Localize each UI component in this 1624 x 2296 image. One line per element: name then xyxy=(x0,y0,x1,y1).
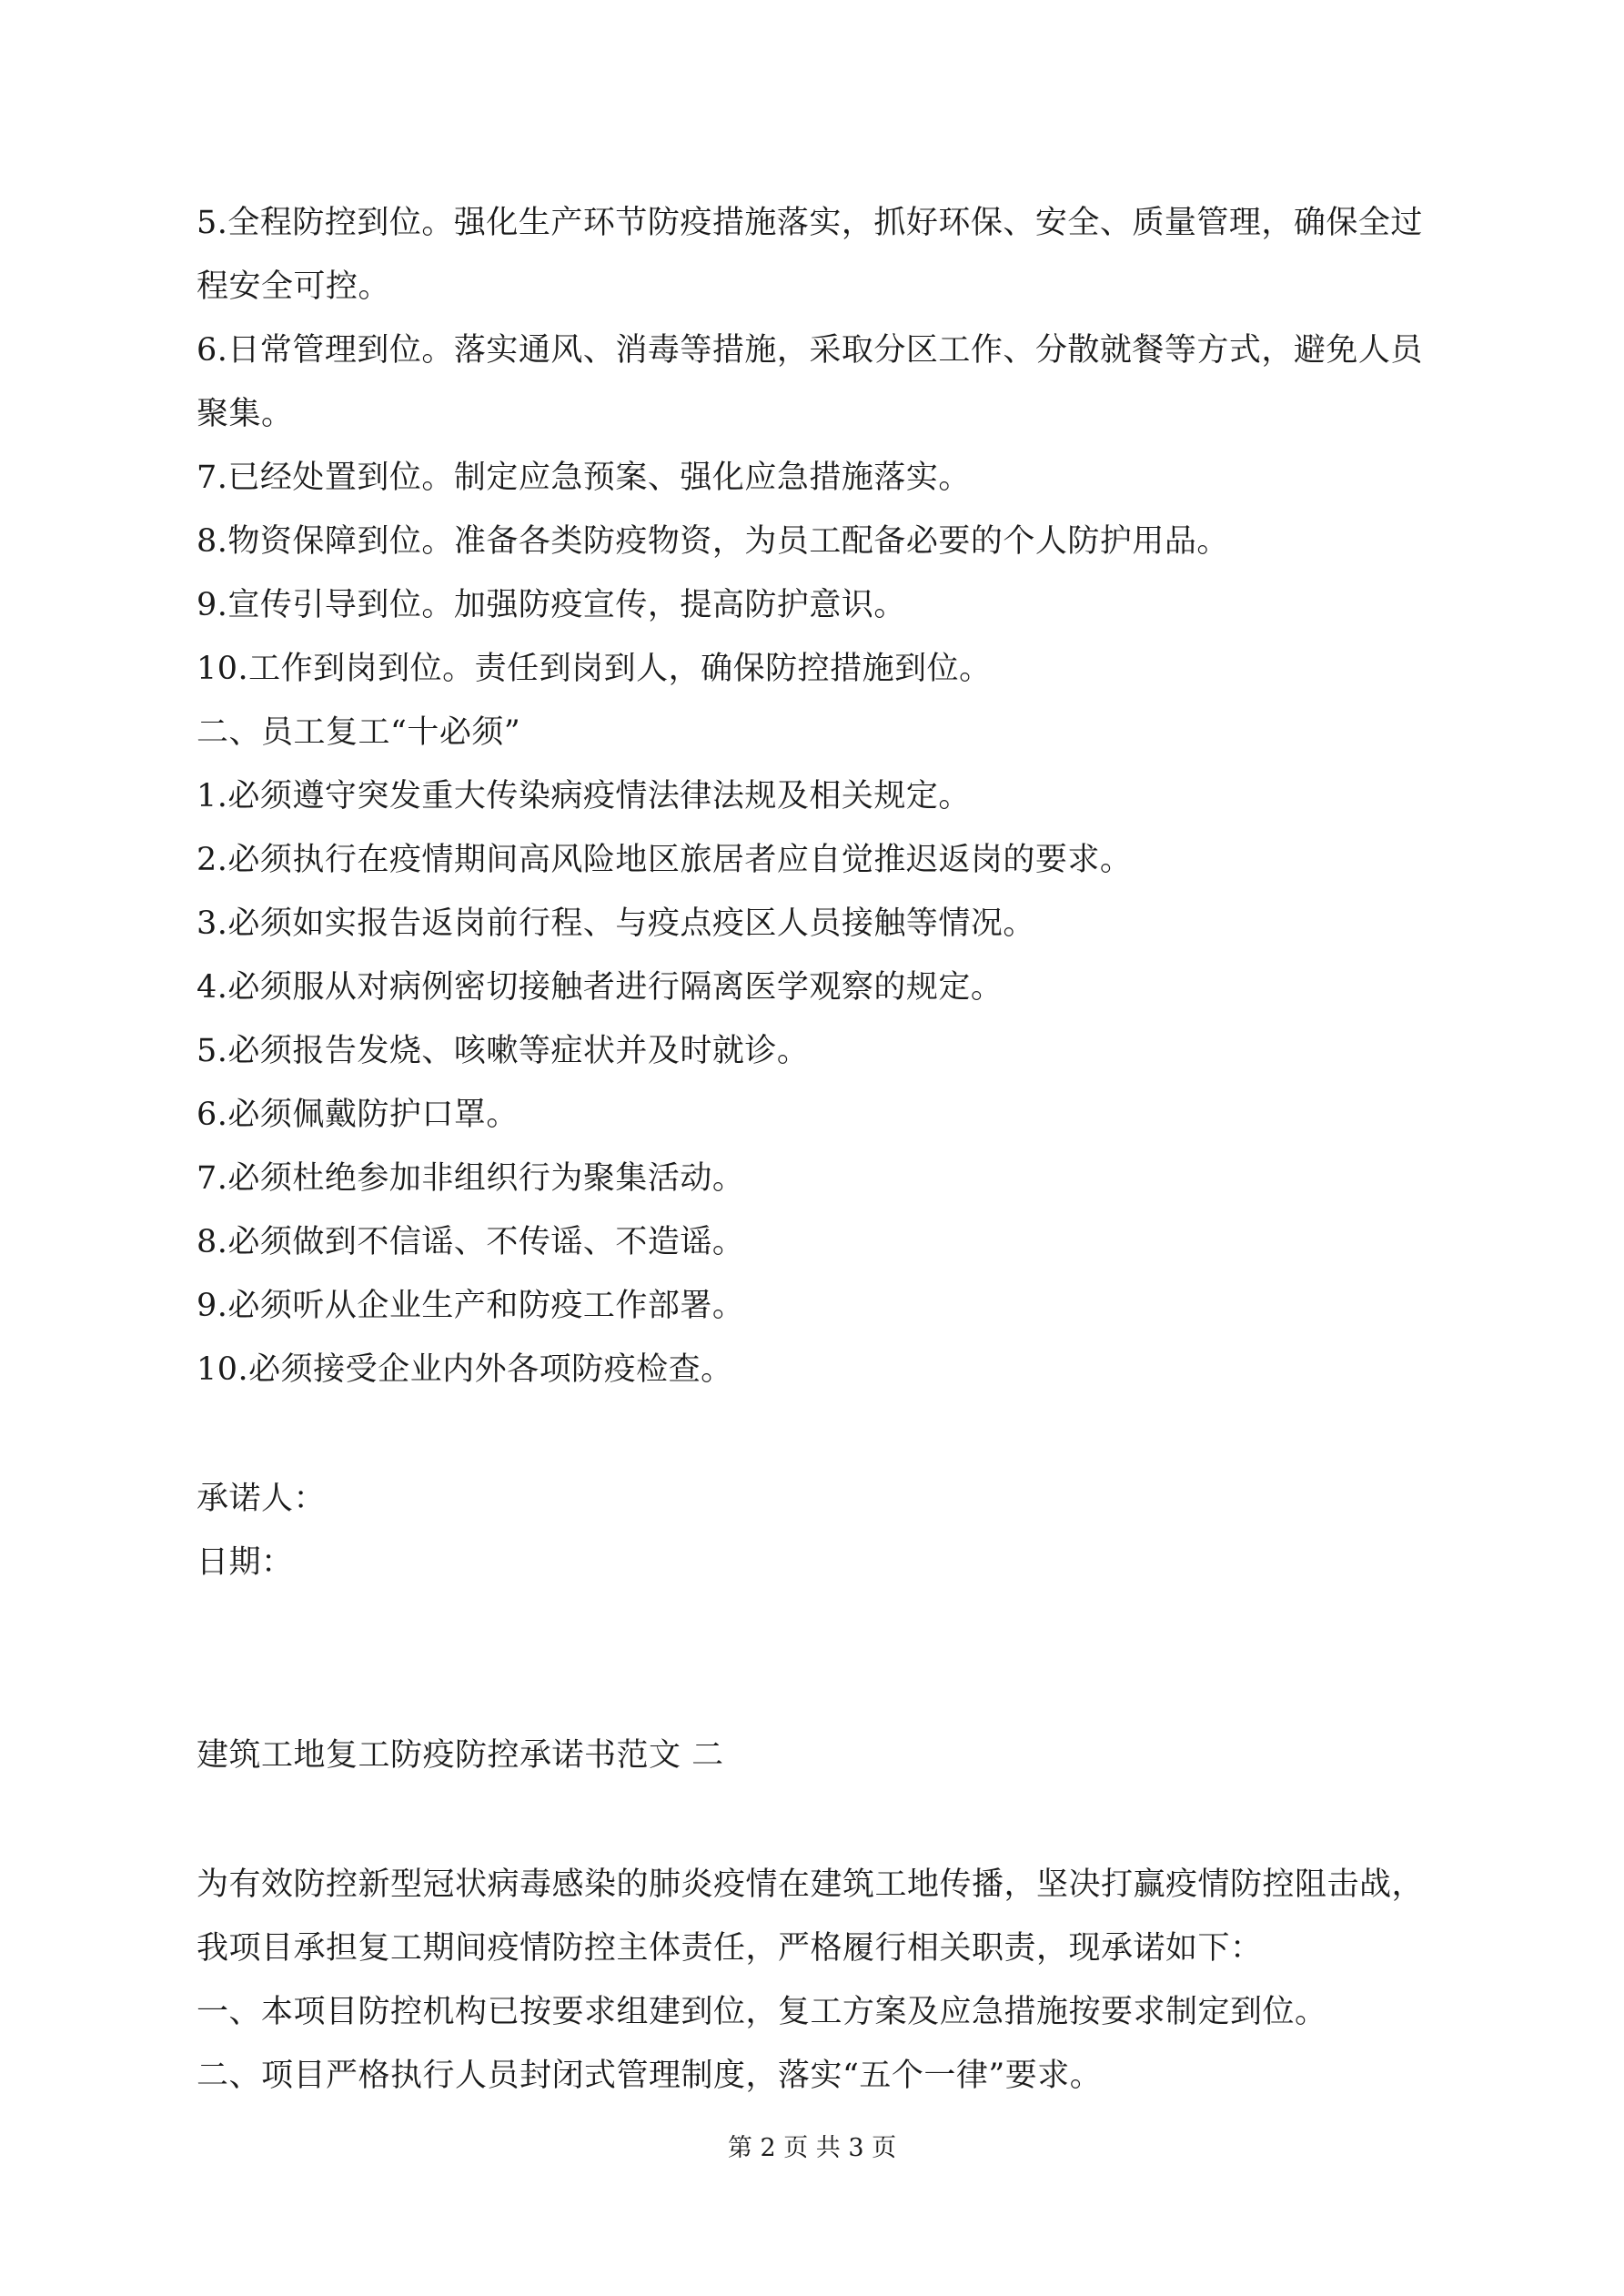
list-item: 8.必须做到不信谣、不传谣、不造谣。 xyxy=(197,1224,745,1260)
list-item: 1.必须遵守突发重大传染病疫情法律法规及相关规定。 xyxy=(197,778,971,814)
list-item-continuation: 聚集。 xyxy=(197,396,294,432)
spacer xyxy=(197,1401,1443,1467)
list-item: 5.全程防控到位。强化生产环节防疫措施落实，抓好环保、安全、质量管理，确保全过 xyxy=(197,205,1423,241)
list-item: 一、本项目防控机构已按要求组建到位，复工方案及应急措施按要求制定到位。 xyxy=(197,1994,1327,2030)
section-ten-musts-list xyxy=(197,764,1443,1401)
list-item: 4.必须服从对病例密切接触者进行隔离医学观察的规定。 xyxy=(197,969,1004,1006)
sample-paragraph xyxy=(197,1853,1443,1980)
document-body xyxy=(197,191,1443,2108)
promiser-label: 承诺人： xyxy=(197,1481,327,1517)
section-heading: 二、员工复工“十必须” xyxy=(197,714,521,751)
paragraph-line: 我项目承担复工期间疫情防控主体责任，严格履行相关职责，现承诺如下： xyxy=(197,1930,1263,1967)
list-item: 3.必须如实报告返岗前行程、与疫点疫区人员接触等情况。 xyxy=(197,905,1035,942)
list-item: 2.必须执行在疫情期间高风险地区旅居者应自觉推迟返岗的要求。 xyxy=(197,842,1133,878)
section-measures-list xyxy=(197,191,1443,701)
list-item: 6.必须佩戴防护口罩。 xyxy=(197,1097,519,1133)
list-item-continuation: 程安全可控。 xyxy=(197,268,391,305)
list-item: 7.必须杜绝参加非组织行为聚集活动。 xyxy=(197,1160,745,1197)
spacer xyxy=(197,1594,1443,1724)
spacer xyxy=(197,1787,1443,1853)
list-item: 二、项目严格执行人员封闭式管理制度，落实“五个一律”要求。 xyxy=(197,2058,1103,2094)
list-item: 10.必须接受企业内外各项防疫检查。 xyxy=(197,1351,733,1388)
list-item: 5.必须报告发烧、咳嗽等症状并及时就诊。 xyxy=(197,1033,810,1069)
date-label: 日期： xyxy=(197,1544,294,1581)
list-item: 6.日常管理到位。落实通风、消毒等措施，采取分区工作、分散就餐等方式，避免人员 xyxy=(197,332,1423,369)
list-item: 7.已经处置到位。制定应急预案、强化应急措施落实。 xyxy=(197,460,971,496)
list-item: 9.宣传引导到位。加强防疫宣传，提高防护意识。 xyxy=(197,587,906,623)
list-item: 9.必须听从企业生产和防疫工作部署。 xyxy=(197,1288,745,1324)
list-item: 10.工作到岗到位。责任到岗到人，确保防控措施到位。 xyxy=(197,651,992,687)
signature-block xyxy=(197,1467,1443,1594)
list-item: 8.物资保障到位。准备各类防疫物资，为员工配备必要的个人防护用品。 xyxy=(197,523,1229,560)
sample-title: 建筑工地复工防疫防控承诺书范文 二 xyxy=(197,1737,724,1774)
page-number-footer: 第 2 页 共 3 页 xyxy=(727,2134,897,2162)
paragraph-line: 为有效防控新型冠状病毒感染的肺炎疫情在建筑工地传播，坚决打赢疫情防控阻击战， xyxy=(197,1866,1425,1903)
sample-commitments-list xyxy=(197,1980,1443,2108)
